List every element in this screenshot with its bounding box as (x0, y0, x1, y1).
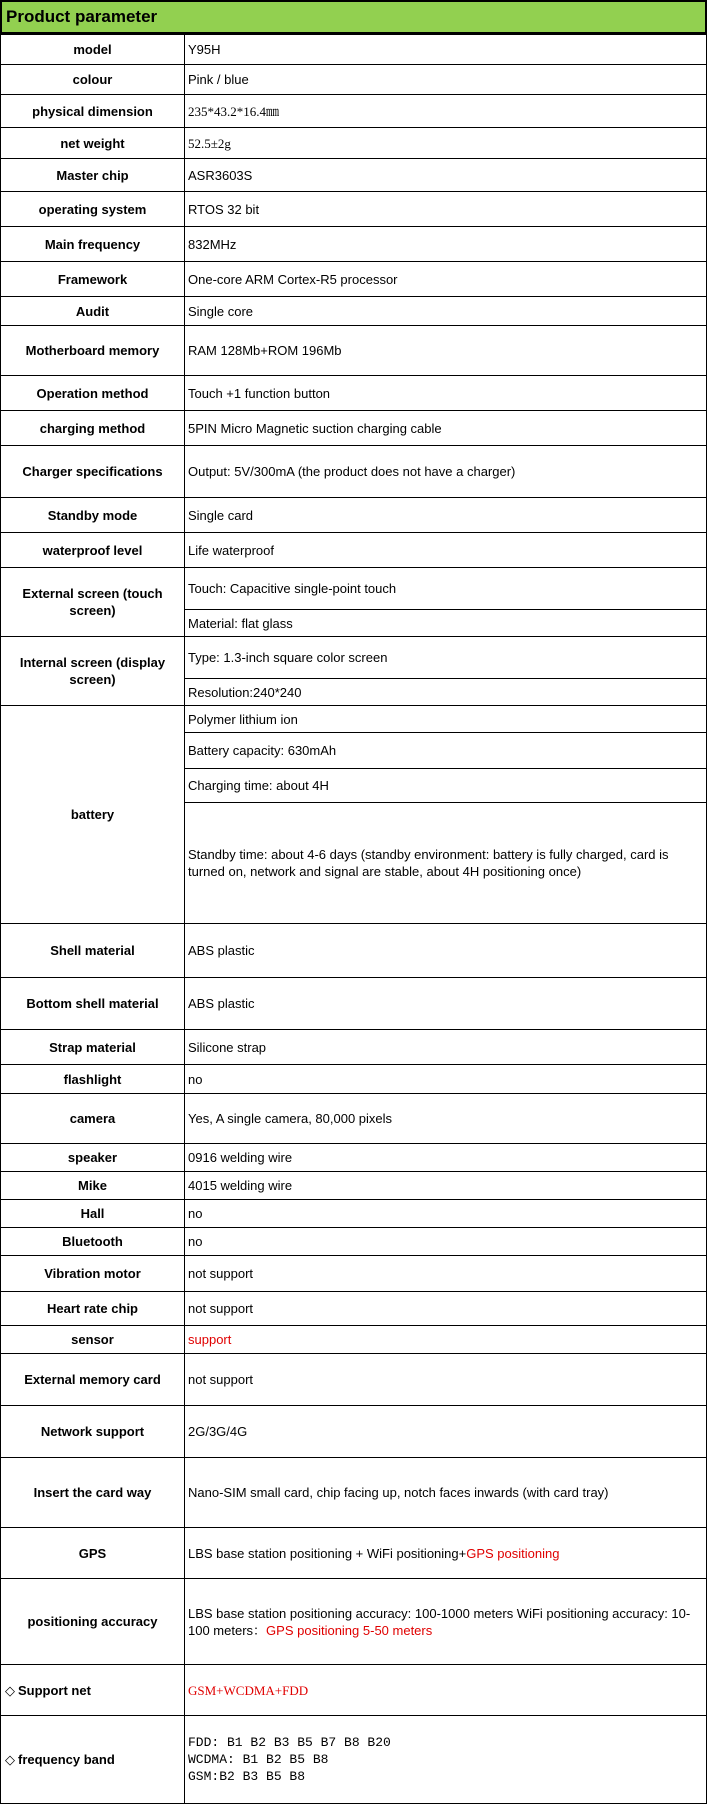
param-label: flashlight (1, 1065, 185, 1094)
param-value: Output: 5V/300mA (the product does not have a charger) (185, 446, 707, 498)
gps-value-highlight: GPS positioning (466, 1545, 560, 1561)
param-label: Main frequency (1, 227, 185, 262)
row-standby-mode (1, 498, 707, 533)
row-model (1, 35, 707, 65)
band-gsm: GSM:B2 B3 B5 B8 (188, 1769, 306, 1784)
row-flashlight (1, 1065, 707, 1094)
param-value: Yes, A single camera, 80,000 pixels (185, 1094, 707, 1144)
param-value: 5PIN Micro Magnetic suction charging cable (185, 411, 707, 446)
param-label: Insert the card way (1, 1458, 185, 1528)
param-value: Silicone strap (185, 1030, 707, 1065)
param-label: positioning accuracy (1, 1579, 185, 1665)
param-label: battery (1, 706, 185, 924)
param-value: Resolution:240*240 (185, 679, 707, 706)
param-label: External screen (touch screen) (1, 568, 185, 637)
row-strap-material (1, 1030, 707, 1065)
param-value: ASR3603S (185, 159, 707, 192)
parameter-table (0, 34, 707, 1804)
param-label: Charger specifications (1, 446, 185, 498)
diamond-icon: ◇ (5, 1682, 15, 1698)
param-value: 832MHz (185, 227, 707, 262)
row-heart-rate-chip (1, 1292, 707, 1326)
param-value: Single core (185, 297, 707, 326)
param-value: Nano-SIM small card, chip facing up, notch faces inwards (with card tray) (185, 1458, 707, 1528)
param-value: Y95H (185, 35, 707, 65)
row-hall (1, 1200, 707, 1228)
param-label: GPS (1, 1528, 185, 1579)
param-label: speaker (1, 1144, 185, 1172)
param-value: no (185, 1228, 707, 1256)
gps-value-text: LBS base station positioning + WiFi positioning+ (188, 1545, 467, 1561)
row-speaker (1, 1144, 707, 1172)
param-value: not support (185, 1292, 707, 1326)
param-value: no (185, 1065, 707, 1094)
param-label: waterproof level (1, 533, 185, 568)
param-label: Internal screen (display screen) (1, 637, 185, 706)
accuracy-value-highlight: GPS positioning 5-50 meters (266, 1622, 433, 1638)
row-operation-method (1, 376, 707, 411)
param-label: Mike (1, 1172, 185, 1200)
param-value: 0916 welding wire (185, 1144, 707, 1172)
row-motherboard-memory (1, 326, 707, 376)
param-value: 4015 welding wire (185, 1172, 707, 1200)
param-label: model (1, 35, 185, 65)
row-bottom-shell-material (1, 978, 707, 1030)
param-value: support (185, 1326, 707, 1354)
param-label: colour (1, 65, 185, 95)
param-value: GSM+WCDMA+FDD (185, 1665, 707, 1716)
param-label: operating system (1, 192, 185, 227)
param-value: Pink / blue (185, 65, 707, 95)
param-value: Material: flat glass (185, 610, 707, 637)
param-label: Motherboard memory (1, 326, 185, 376)
param-value: not support (185, 1354, 707, 1406)
row-gps (1, 1528, 707, 1579)
param-value: Touch: Capacitive single-point touch (185, 568, 707, 610)
row-battery (1, 706, 707, 733)
row-mike (1, 1172, 707, 1200)
accuracy-value-text: LBS base station positioning accuracy: 100-1000 meters WiFi positioning accuracy: 10-100 meters： (188, 1605, 691, 1638)
param-value: Single card (185, 498, 707, 533)
param-label (1, 1716, 185, 1804)
param-value: ABS plastic (185, 924, 707, 978)
param-value (185, 1579, 707, 1665)
row-charger-specifications (1, 446, 707, 498)
row-sensor (1, 1326, 707, 1354)
param-label: charging method (1, 411, 185, 446)
param-label: Bluetooth (1, 1228, 185, 1256)
param-value (185, 1528, 707, 1579)
param-value (185, 1716, 707, 1804)
row-vibration-motor (1, 1256, 707, 1292)
param-value: 2G/3G/4G (185, 1406, 707, 1458)
row-camera (1, 1094, 707, 1144)
param-label: sensor (1, 1326, 185, 1354)
param-value: Polymer lithium ion (185, 706, 707, 733)
row-insert-card-way (1, 1458, 707, 1528)
param-value: 235*43.2*16.4㎜ (185, 95, 707, 128)
row-net-weight (1, 128, 707, 159)
param-value: Life waterproof (185, 533, 707, 568)
param-label: Vibration motor (1, 1256, 185, 1292)
support-net-label: Support net (18, 1682, 91, 1698)
param-label: Bottom shell material (1, 978, 185, 1030)
row-shell-material (1, 924, 707, 978)
param-value: no (185, 1200, 707, 1228)
param-label: Heart rate chip (1, 1292, 185, 1326)
row-frequency-band (1, 1716, 707, 1804)
row-framework (1, 262, 707, 297)
row-support-net (1, 1665, 707, 1716)
row-external-memory-card (1, 1354, 707, 1406)
row-network-support (1, 1406, 707, 1458)
param-label (1, 1665, 185, 1716)
band-wcdma: WCDMA: B1 B2 B5 B8 (188, 1752, 329, 1767)
band-fdd: FDD: B1 B2 B3 B5 B7 B8 B20 (188, 1735, 391, 1750)
param-label: net weight (1, 128, 185, 159)
param-value: RAM 128Mb+ROM 196Mb (185, 326, 707, 376)
param-label: Master chip (1, 159, 185, 192)
frequency-band-label: frequency band (18, 1752, 115, 1767)
row-bluetooth (1, 1228, 707, 1256)
row-colour (1, 65, 707, 95)
row-waterproof-level (1, 533, 707, 568)
row-charging-method (1, 411, 707, 446)
param-value: Battery capacity: 630mAh (185, 733, 707, 769)
param-value: not support (185, 1256, 707, 1292)
param-value: Charging time: about 4H (185, 769, 707, 803)
row-master-chip (1, 159, 707, 192)
row-positioning-accuracy (1, 1579, 707, 1665)
param-value: ABS plastic (185, 978, 707, 1030)
param-label: camera (1, 1094, 185, 1144)
param-label: physical dimension (1, 95, 185, 128)
row-physical-dimension (1, 95, 707, 128)
param-value: 52.5±2g (185, 128, 707, 159)
row-main-frequency (1, 227, 707, 262)
param-label: Standby mode (1, 498, 185, 533)
param-label: Framework (1, 262, 185, 297)
diamond-icon: ◇ (5, 1752, 15, 1767)
row-internal-screen (1, 637, 707, 679)
param-label: Network support (1, 1406, 185, 1458)
row-operating-system (1, 192, 707, 227)
param-label: External memory card (1, 1354, 185, 1406)
row-external-screen (1, 568, 707, 610)
param-label: Hall (1, 1200, 185, 1228)
param-label: Shell material (1, 924, 185, 978)
param-label: Operation method (1, 376, 185, 411)
param-value: One-core ARM Cortex-R5 processor (185, 262, 707, 297)
param-label: Strap material (1, 1030, 185, 1065)
param-value: Type: 1.3-inch square color screen (185, 637, 707, 679)
param-label: Audit (1, 297, 185, 326)
row-audit (1, 297, 707, 326)
param-value: RTOS 32 bit (185, 192, 707, 227)
param-value: Standby time: about 4-6 days (standby environment: battery is fully charged, card is turned on, network and signal are stable, about 4H positioning once) (185, 803, 707, 924)
param-value: Touch +1 function button (185, 376, 707, 411)
sheet-title: Product parameter (0, 0, 707, 34)
